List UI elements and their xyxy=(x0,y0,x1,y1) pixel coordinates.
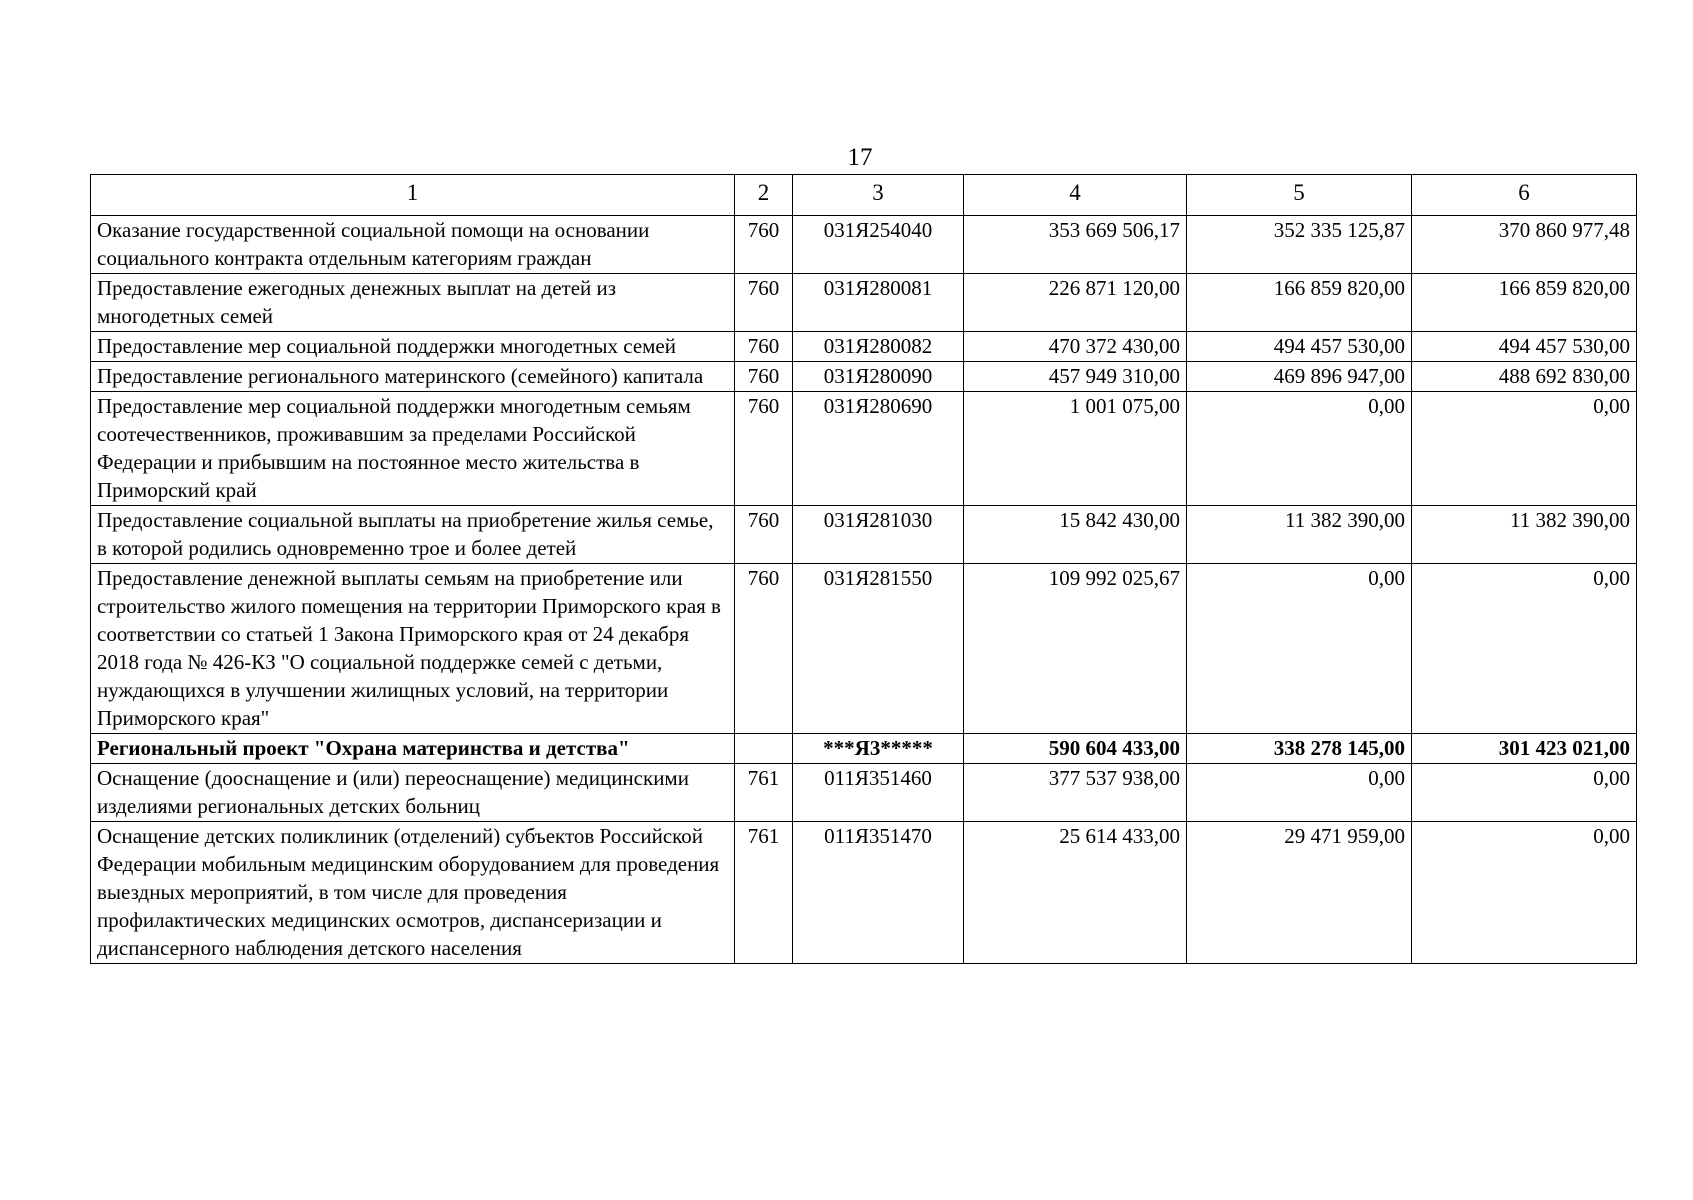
table-row xyxy=(91,506,1637,564)
row-grbs xyxy=(735,734,793,764)
header-row xyxy=(91,175,1637,216)
row-value-col4: 1 001 075,00 xyxy=(964,392,1187,506)
page-number: 17 xyxy=(847,144,873,171)
row-value-col5: 0,00 xyxy=(1187,764,1412,822)
row-grbs: 761 xyxy=(735,764,793,822)
table-row xyxy=(91,392,1637,506)
table-row xyxy=(91,332,1637,362)
row-value-col4: 590 604 433,00 xyxy=(964,734,1187,764)
row-value-col5: 11 382 390,00 xyxy=(1187,506,1412,564)
row-value-col6: 0,00 xyxy=(1412,764,1637,822)
row-value-col6: 370 860 977,48 xyxy=(1412,216,1637,274)
row-value-col4: 353 669 506,17 xyxy=(964,216,1187,274)
row-value-col5: 469 896 947,00 xyxy=(1187,362,1412,392)
row-value-col4: 109 992 025,67 xyxy=(964,564,1187,734)
row-code: 031Я281030 xyxy=(793,506,964,564)
row-value-col5: 0,00 xyxy=(1187,564,1412,734)
header-col-6: 6 xyxy=(1412,175,1637,216)
row-grbs: 760 xyxy=(735,392,793,506)
row-code: 031Я280090 xyxy=(793,362,964,392)
table-row xyxy=(91,362,1637,392)
row-value-col5: 494 457 530,00 xyxy=(1187,332,1412,362)
row-value-col5: 29 471 959,00 xyxy=(1187,822,1412,964)
row-value-col6: 11 382 390,00 xyxy=(1412,506,1637,564)
row-value-col4: 25 614 433,00 xyxy=(964,822,1187,964)
row-grbs: 760 xyxy=(735,506,793,564)
row-value-col4: 457 949 310,00 xyxy=(964,362,1187,392)
header-col-4: 4 xyxy=(964,175,1187,216)
row-value-col5: 0,00 xyxy=(1187,392,1412,506)
row-grbs: 760 xyxy=(735,564,793,734)
header-col-2: 2 xyxy=(735,175,793,216)
row-value-col6: 488 692 830,00 xyxy=(1412,362,1637,392)
budget-table xyxy=(90,174,1637,964)
row-value-col6: 494 457 530,00 xyxy=(1412,332,1637,362)
row-code: 011Я351460 xyxy=(793,764,964,822)
row-name: Оказание государственной социальной помощи на основании социального контракта отдельным категориям граждан xyxy=(91,216,735,274)
row-value-col5: 338 278 145,00 xyxy=(1187,734,1412,764)
row-name: Предоставление социальной выплаты на приобретение жилья семье, в которой родились одновременно трое и более детей xyxy=(91,506,735,564)
row-code: 031Я281550 xyxy=(793,564,964,734)
row-grbs: 760 xyxy=(735,332,793,362)
row-name: Оснащение (дооснащение и (или) переоснащение) медицинскими изделиями региональных детских больниц xyxy=(91,764,735,822)
row-value-col6: 0,00 xyxy=(1412,564,1637,734)
row-code: 011Я351470 xyxy=(793,822,964,964)
row-value-col4: 15 842 430,00 xyxy=(964,506,1187,564)
row-value-col4: 377 537 938,00 xyxy=(964,764,1187,822)
row-value-col4: 470 372 430,00 xyxy=(964,332,1187,362)
row-code: 031Я280082 xyxy=(793,332,964,362)
row-grbs: 761 xyxy=(735,822,793,964)
table-row xyxy=(91,822,1637,964)
table-row xyxy=(91,274,1637,332)
row-name: Оснащение детских поликлиник (отделений) субъектов Российской Федерации мобильным медицинским оборудованием для проведения выездных мероприятий, в том числе для проведения профилактических медицинских осмотров, диспансеризации и диспансерного наблюдения детского населения xyxy=(91,822,735,964)
section-header-row xyxy=(91,734,1637,764)
row-value-col5: 352 335 125,87 xyxy=(1187,216,1412,274)
table-row xyxy=(91,564,1637,734)
row-value-col6: 0,00 xyxy=(1412,822,1637,964)
header-col-5: 5 xyxy=(1187,175,1412,216)
row-code: 031Я280081 xyxy=(793,274,964,332)
row-grbs: 760 xyxy=(735,274,793,332)
row-name: Предоставление мер социальной поддержки многодетным семьям соотечественников, проживавшим за пределами Российской Федерации и прибывшим на постоянное место жительства в Приморский край xyxy=(91,392,735,506)
row-value-col4: 226 871 120,00 xyxy=(964,274,1187,332)
header-col-1: 1 xyxy=(91,175,735,216)
row-code: 031Я254040 xyxy=(793,216,964,274)
row-name: Предоставление регионального материнского (семейного) капитала xyxy=(91,362,735,392)
row-value-col6: 301 423 021,00 xyxy=(1412,734,1637,764)
table-row xyxy=(91,764,1637,822)
row-value-col5: 166 859 820,00 xyxy=(1187,274,1412,332)
row-name: Региональный проект "Охрана материнства и детства" xyxy=(91,734,735,764)
row-name: Предоставление мер социальной поддержки многодетных семей xyxy=(91,332,735,362)
row-value-col6: 166 859 820,00 xyxy=(1412,274,1637,332)
table-row xyxy=(91,216,1637,274)
row-grbs: 760 xyxy=(735,216,793,274)
row-grbs: 760 xyxy=(735,362,793,392)
row-code: ***Я3***** xyxy=(793,734,964,764)
row-code: 031Я280690 xyxy=(793,392,964,506)
row-name: Предоставление денежной выплаты семьям на приобретение или строительство жилого помещения на территории Приморского края в соответствии со статьей 1 Закона Приморского края от 24 декабря 2018 года № 426-КЗ "О социальной поддержке семей с детьми, нуждающихся в улучшении жилищных условий, на территории Приморского края" xyxy=(91,564,735,734)
row-value-col6: 0,00 xyxy=(1412,392,1637,506)
header-col-3: 3 xyxy=(793,175,964,216)
row-name: Предоставление ежегодных денежных выплат на детей из многодетных семей xyxy=(91,274,735,332)
